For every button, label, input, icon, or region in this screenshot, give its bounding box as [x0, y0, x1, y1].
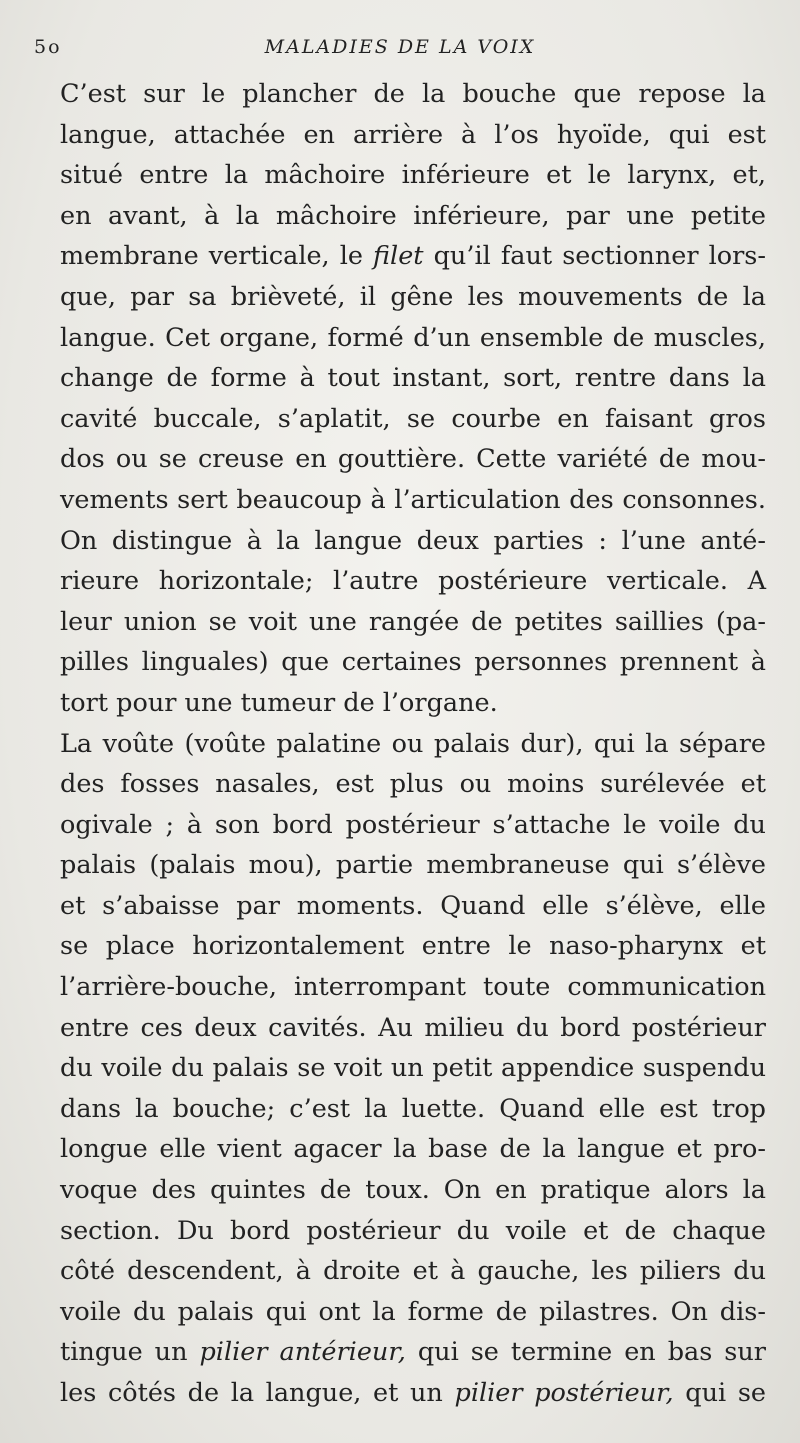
- text-line: [34, 1292, 766, 1333]
- text-run: leur union se voit une rangée de petites saillies (pa-: [60, 606, 766, 637]
- text-line: [34, 196, 766, 237]
- italic-text: pilier antérieur,: [199, 1337, 406, 1368]
- text-line: [34, 318, 766, 359]
- text-line: [34, 805, 766, 846]
- text-run: les côtés de la langue, et un: [60, 1378, 455, 1408]
- italic-text: filet: [373, 241, 424, 272]
- text-run: voque des quintes de toux. On en pratique alors la: [60, 1175, 766, 1206]
- text-line: [34, 399, 766, 440]
- text-run: tort pour une tumeur de l’organe.: [60, 687, 498, 718]
- text-line: [34, 439, 766, 480]
- text-line: [34, 155, 766, 196]
- text-line: [34, 115, 766, 156]
- text-run: langue, attachée en arrière à l’os hyoïde, qui est: [60, 119, 766, 150]
- text-run: se place horizontalement entre le naso-pharynx et: [60, 931, 766, 962]
- text-line: [34, 1089, 766, 1130]
- italic-text: pilier postérieur,: [454, 1378, 674, 1408]
- paragraph: [34, 724, 766, 1414]
- text-line: [34, 521, 766, 562]
- text-run: palais (palais mou), partie membraneuse qui s’élève: [60, 850, 766, 881]
- text-line: [34, 642, 766, 683]
- text-run: des fosses nasales, est plus ou moins surélevée et: [60, 769, 766, 800]
- text-run: vements sert beaucoup à l’articulation des consonnes.: [60, 484, 766, 515]
- text-line: [34, 602, 766, 643]
- text-run: côté descendent, à droite et à gauche, les piliers du: [60, 1256, 766, 1287]
- text-run: du voile du palais se voit un petit appendice suspendu: [60, 1053, 766, 1084]
- text-run: On distingue à la langue deux parties : l’une anté-: [60, 525, 766, 556]
- text-line: [34, 967, 766, 1008]
- text-run: change de forme à tout instant, sort, rentre dans la: [60, 363, 766, 394]
- text-line: [34, 1048, 766, 1089]
- text-run: dos ou se creuse en gouttière. Cette variété de mou-: [60, 444, 766, 475]
- text-line: [34, 764, 766, 805]
- text-line: [34, 358, 766, 399]
- text-run: que, par sa brièveté, il gêne les mouvements de la: [60, 281, 766, 312]
- text-line: [34, 724, 766, 765]
- text-run: qui se: [673, 1378, 766, 1408]
- text-line: [34, 561, 766, 602]
- text-line: [34, 1373, 766, 1414]
- text-line: [34, 1170, 766, 1211]
- text-run: C’est sur le plancher de la bouche que repose la: [60, 79, 766, 109]
- text-run: langue. Cet organe, formé d’un ensemble de muscles,: [60, 322, 766, 353]
- text-line: [34, 236, 766, 277]
- text-line: [34, 1008, 766, 1049]
- text-line: [34, 1332, 766, 1373]
- text-line: [34, 277, 766, 318]
- page-number: 5o: [34, 36, 62, 58]
- text-run: longue elle vient agacer la base de la langue et pro-: [60, 1134, 766, 1165]
- body-text: [34, 74, 766, 1414]
- text-line: [34, 683, 766, 724]
- text-run: pilles linguales) que certaines personnes prennent à: [60, 647, 766, 678]
- text-line: [34, 845, 766, 886]
- text-line: [34, 480, 766, 521]
- text-line: [34, 886, 766, 927]
- running-head: [34, 36, 766, 74]
- text-run: qu’il faut sectionner lors-: [423, 241, 766, 272]
- text-run: en avant, à la mâchoire inférieure, par une petite: [60, 200, 766, 231]
- text-line: [34, 1211, 766, 1252]
- text-run: entre ces deux cavités. Au milieu du bord postérieur: [60, 1012, 766, 1043]
- text-run: section. Du bord postérieur du voile et de chaque: [60, 1215, 766, 1246]
- text-line: [34, 1251, 766, 1292]
- text-run: cavité buccale, s’aplatit, se courbe en faisant gros: [60, 403, 766, 434]
- text-run: La voûte (voûte palatine ou palais dur), qui la sépare: [60, 728, 766, 759]
- text-run: et s’abaisse par moments. Quand elle s’élève, elle: [60, 890, 766, 921]
- text-run: l’arrière-bouche, interrompant toute communication: [60, 972, 766, 1003]
- text-run: ogivale ; à son bord postérieur s’attache le voile du: [60, 809, 766, 840]
- text-run: tingue un: [60, 1337, 200, 1368]
- text-line: [34, 1129, 766, 1170]
- running-title: MALADIES DE LA VOIX: [264, 36, 536, 58]
- text-line: [34, 74, 766, 115]
- text-run: rieure horizontale; l’autre postérieure verticale. A: [60, 566, 766, 597]
- text-run: qui se termine en bas sur: [405, 1337, 766, 1368]
- text-run: dans la bouche; c’est la luette. Quand elle est trop: [60, 1093, 766, 1124]
- text-run: situé entre la mâchoire inférieure et le larynx, et,: [60, 160, 766, 191]
- text-run: membrane verticale, le: [60, 241, 374, 272]
- text-line: [34, 926, 766, 967]
- paragraph: [34, 74, 766, 724]
- text-run: voile du palais qui ont la forme de pilastres. On dis-: [60, 1296, 766, 1327]
